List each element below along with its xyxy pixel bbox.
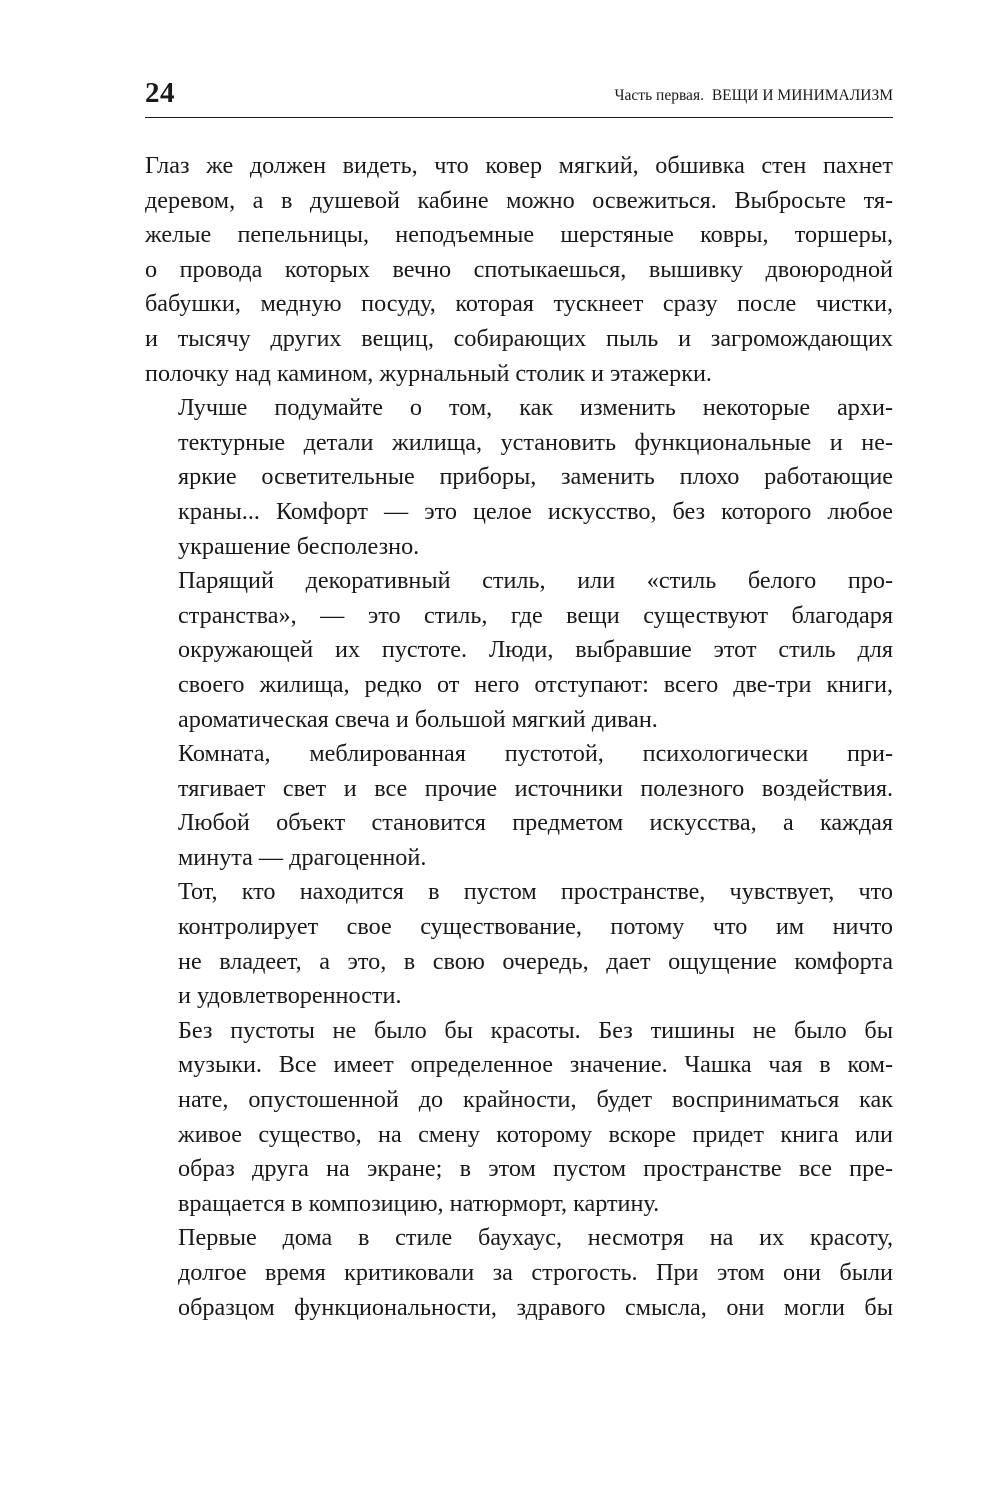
book-page [145,0,893,1489]
text-line: Глаз же должен видеть, что ковер мягкий, обшивка стен пахнет [145,152,893,179]
text-line: не владеет, а это, в свою очередь, дает ощущение комфорта [178,947,893,975]
text-line: странства», — это стиль, где вещи существуют благодаря [178,601,893,629]
text-line: ароматическая свеча и большой мягкий диван. [178,705,658,733]
text-line: окружающей их пустоте. Люди, выбравшие этот стиль для [178,636,893,664]
paragraph [145,1221,893,1325]
text-line: Любой объект становится предметом искусства, а каждая [178,809,893,837]
text-line: и удовлетворенности. [178,982,402,1010]
section-title: ВЕЩИ И МИНИМАЛИЗМ [711,87,893,104]
text-line: тягивает свет и все прочие источники полезного воздействия. [178,774,893,802]
text-line: тектурные детали жилища, установить функциональные и не- [178,428,893,456]
page-number: 24 [145,77,175,109]
text-line: Без пустоты не было бы красоты. Без тишины не было бы [178,1016,893,1044]
running-head [614,86,893,106]
text-line: живое существо, на смену которому вскоре придет книга или [178,1120,893,1148]
text-line: музыки. Все имеет определенное значение. Чашка чая в ком- [178,1051,893,1079]
text-line: Тот, кто находится в пустом пространстве, чувствует, что [178,878,893,906]
text-line: о провода которых вечно спотыкаешься, вышивку двоюродной [145,255,893,283]
text-line: долгое время критиковали за строгость. При этом они были [178,1259,893,1286]
paragraph [145,875,893,1013]
text-line: бабушки, медную посуду, которая тускнеет сразу после чистки, [145,290,893,318]
text-line: образ друга на экране; в этом пустом пространстве все пре- [178,1155,893,1183]
text-line: Парящий декоративный стиль, или «стиль белого про- [178,567,893,595]
text-line: желые пепельницы, неподъемные шерстяные ковры, торшеры, [145,221,893,249]
header-rule [145,117,893,118]
text-line: и тысячу других вещиц, собирающих пыль и загромождающих [145,324,893,352]
part-label: Часть первая. [614,87,704,104]
paragraph [145,391,893,564]
text-line: нате, опустошенной до крайности, будет восприниматься как [178,1086,893,1114]
paragraph [145,1014,893,1222]
paragraph [145,737,893,875]
text-line: яркие осветительные приборы, заменить плохо работающие [178,463,893,491]
text-line: деревом, а в душевой кабине можно освежиться. Выбросьте тя- [145,186,893,214]
text-line: вращается в композицию, натюрморт, картину. [178,1189,660,1217]
body-text [145,149,893,1325]
page-header [145,76,893,112]
text-line: контролирует свое существование, потому что им ничто [178,913,893,941]
text-line: Лучше подумайте о том, как изменить некоторые архи- [178,394,893,422]
text-line: минута — драгоценной. [178,843,427,871]
text-line: своего жилища, редко от него отступают: всего две-три книги, [178,670,893,698]
paragraph [145,149,893,391]
text-line: Первые дома в стиле баухаус, несмотря на их красоту, [178,1224,893,1252]
paragraph [145,564,893,737]
text-line: краны... Комфорт — это целое искусство, без которого любое [178,497,893,525]
text-line: украшение бесполезно. [178,532,420,560]
text-line: Комната, меблированная пустотой, психологически при- [178,740,893,768]
text-line: образцом функциональности, здравого смысла, они могли бы [178,1293,893,1321]
text-line: полочку над камином, журнальный столик и этажерки. [145,359,712,387]
